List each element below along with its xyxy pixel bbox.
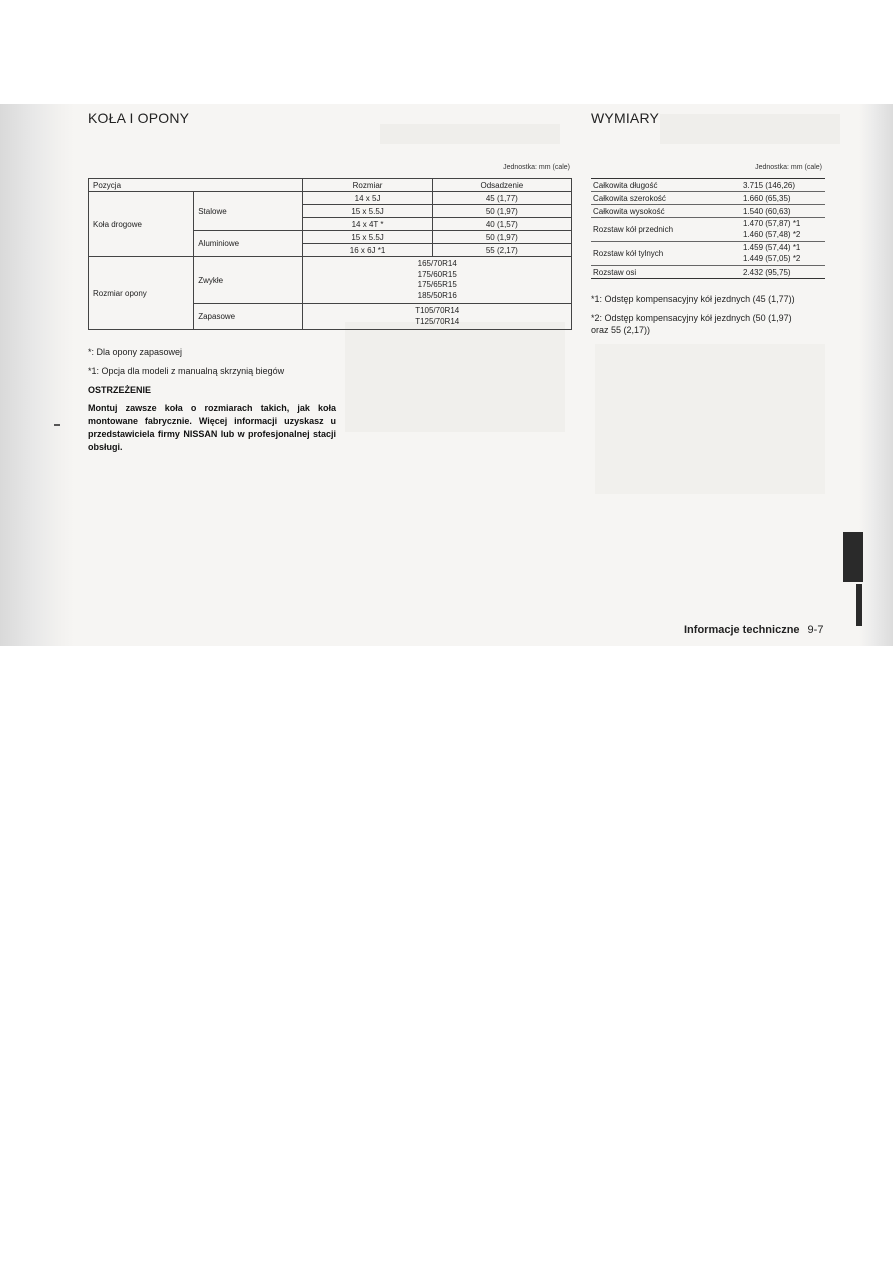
header-offset: Odsadzenie	[432, 179, 571, 192]
table-row	[591, 179, 825, 192]
bleed-through	[345, 322, 565, 432]
normal-sizes-cell	[303, 257, 572, 304]
size-cell: 15 x 5.5J	[303, 205, 432, 218]
spare-sizes-cell	[303, 304, 572, 330]
page-title-wheels: KOŁA I OPONY	[88, 110, 190, 126]
spine-shadow	[0, 104, 74, 646]
dimension-value: 1.540 (60,63)	[713, 205, 825, 218]
table-header-row	[89, 179, 572, 192]
footnote-2-cont: oraz 55 (2,17))	[591, 325, 651, 335]
dimension-label: Całkowita szerokość	[591, 192, 713, 205]
tire-size: 185/50R16	[417, 290, 457, 300]
dimension-label: Całkowita długość	[591, 179, 713, 192]
header-position: Pozycja	[89, 179, 303, 192]
tire-size: 175/60R15	[417, 269, 457, 279]
offset-cell: 50 (1,97)	[432, 205, 571, 218]
footnote-spare: *: Dla opony zapasowej	[88, 347, 183, 357]
dimension-value: 2.432 (95,75)	[713, 266, 825, 279]
table-row	[591, 242, 825, 266]
alu-label: Aluminiowe	[194, 231, 303, 257]
dimension-label: Rozstaw osi	[591, 266, 713, 279]
page-footer	[684, 624, 823, 636]
dimension-value-stack	[713, 218, 825, 242]
dimensions-table	[591, 178, 825, 279]
size-cell: 15 x 5.5J	[303, 231, 432, 244]
bleed-through	[380, 124, 560, 144]
section-tab-marker	[843, 532, 863, 582]
unit-note: Jednostka: mm (cale)	[755, 164, 822, 171]
dimension-value-stack	[713, 242, 825, 266]
footnote-1: *1: Odstęp kompensacyjny kół jezdnych (45 (1,77))	[591, 294, 795, 304]
size-cell: 14 x 4T *	[303, 218, 432, 231]
footnote-2: *2: Odstęp kompensacyjny kół jezdnych (50 (1,97)	[591, 313, 792, 323]
normal-label: Zwykłe	[194, 257, 303, 304]
size-cell: 16 x 6J *1	[303, 244, 432, 257]
table-row	[591, 266, 825, 279]
table-row	[89, 257, 572, 304]
warning-title: OSTRZEŻENIE	[88, 385, 152, 395]
footer-section: Informacje techniczne	[684, 624, 800, 636]
size-cell: 14 x 5J	[303, 192, 432, 205]
bleed-through	[595, 344, 825, 494]
offset-cell: 55 (2,17)	[432, 244, 571, 257]
table-row	[591, 205, 825, 218]
dimension-value: 3.715 (146,26)	[713, 179, 825, 192]
table-row	[89, 192, 572, 205]
table-row	[591, 192, 825, 205]
section-tab-marker-lower	[856, 584, 862, 626]
spare-label: Zapasowe	[194, 304, 303, 330]
dimension-value: 1.449 (57,05) *2	[743, 253, 801, 263]
wheels-label: Koła drogowe	[89, 192, 194, 257]
unit-note: Jednostka: mm (cale)	[503, 164, 570, 171]
dimension-label: Rozstaw kół przednich	[591, 218, 713, 242]
dimension-value: 1.460 (57,48) *2	[743, 229, 801, 239]
dimension-label: Całkowita wysokość	[591, 205, 713, 218]
bleed-through	[660, 114, 840, 144]
tire-size: T125/70R14	[415, 316, 460, 326]
footnote-manual: *1: Opcja dla modeli z manualną skrzynią biegów	[88, 366, 285, 376]
page-title-dimensions: WYMIARY	[591, 110, 660, 126]
dimension-value: 1.660 (65,35)	[713, 192, 825, 205]
tire-size: T105/70R14	[415, 306, 460, 315]
tire-size: 165/70R14	[417, 259, 457, 268]
tire-label: Rozmiar opony	[89, 257, 194, 330]
tire-size: 175/65R15	[417, 280, 457, 289]
offset-cell: 40 (1,57)	[432, 218, 571, 231]
dimension-value: 1.459 (57,44) *1	[743, 243, 801, 252]
page-number: 9-7	[807, 624, 824, 636]
table-row	[591, 218, 825, 242]
offset-cell: 45 (1,77)	[432, 192, 571, 205]
page-edge-shadow	[859, 104, 893, 646]
steel-label: Stalowe	[194, 192, 303, 231]
warning-text: Montuj zawsze koła o rozmiarach takich, jak koła montowane fabrycznie. Więcej informacji uzyskasz u przedstawiciela firmy NISSAN lub w profesjonalnej stacji obsługi.	[88, 403, 336, 452]
offset-cell: 50 (1,97)	[432, 231, 571, 244]
dimension-label: Rozstaw kół tylnych	[591, 242, 713, 266]
scanned-spread	[0, 104, 893, 646]
dimension-value: 1.470 (57,87) *1	[743, 219, 801, 228]
wheels-tires-table	[88, 178, 572, 330]
edge-tick	[54, 424, 60, 426]
header-size: Rozmiar	[303, 179, 432, 192]
